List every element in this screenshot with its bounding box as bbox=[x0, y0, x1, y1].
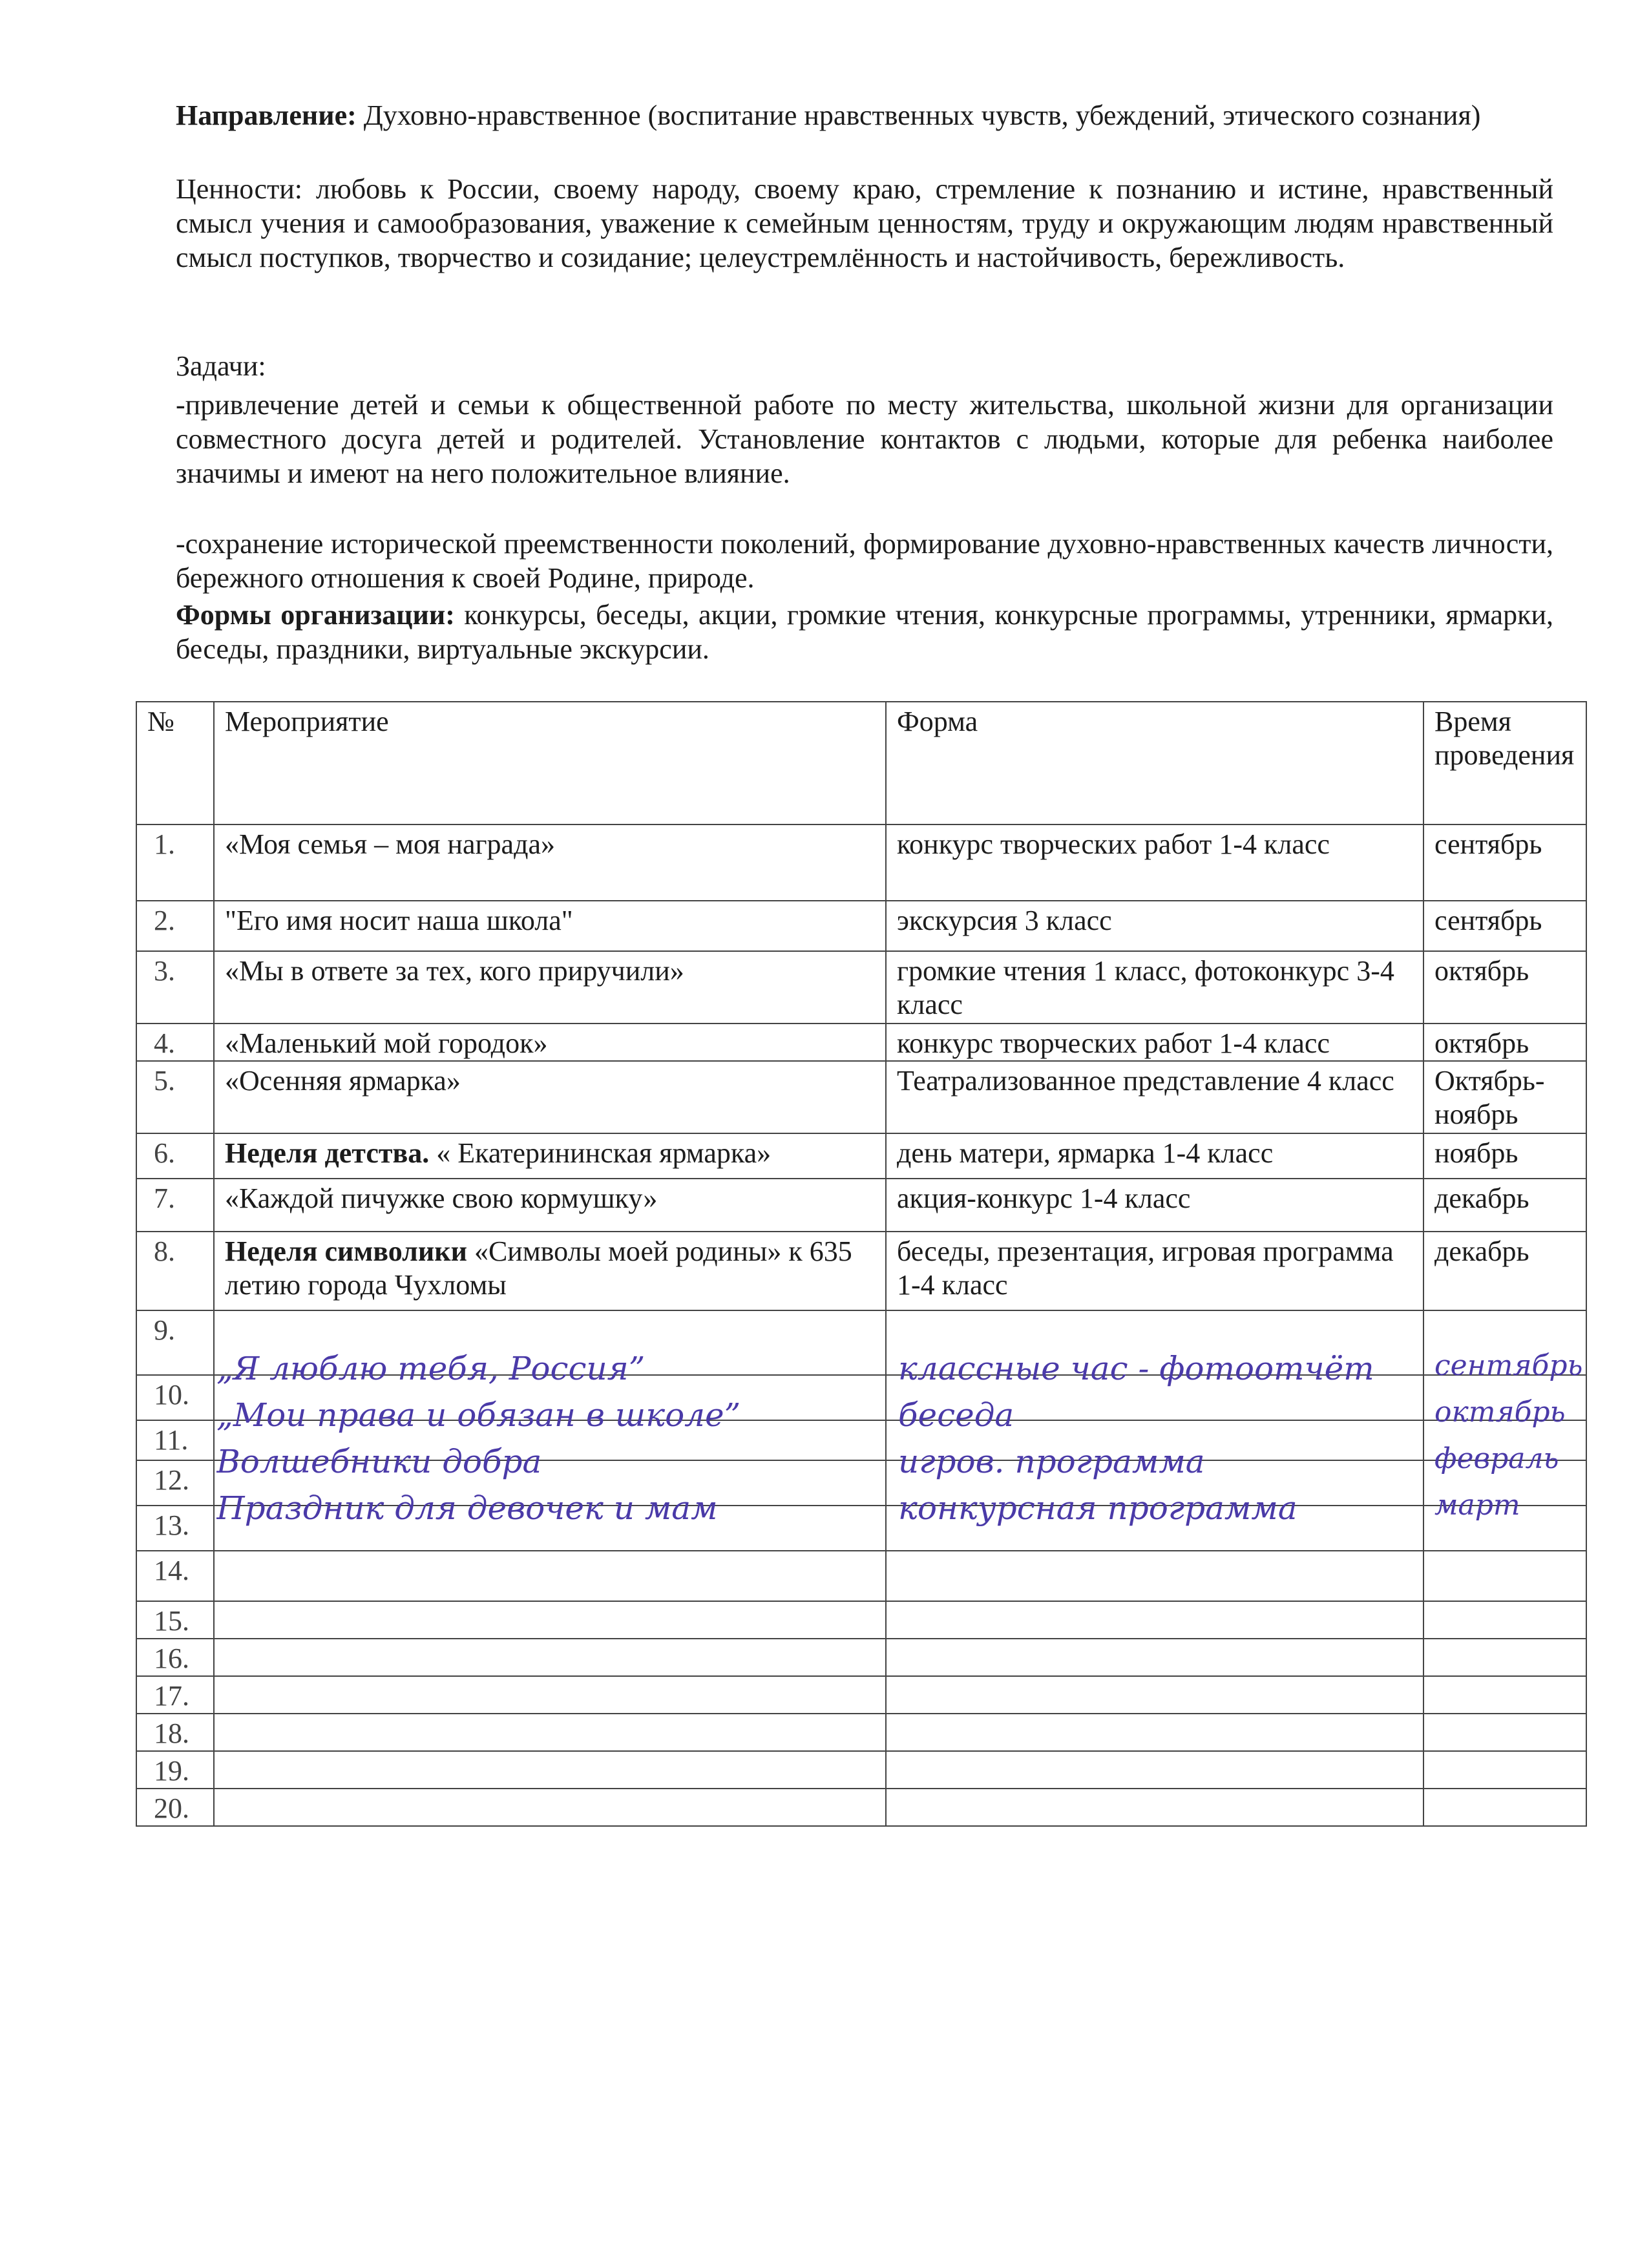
table-row bbox=[136, 951, 1586, 1024]
form-cell bbox=[886, 1601, 1423, 1639]
row-number: 20. bbox=[136, 1789, 214, 1826]
table-row bbox=[136, 824, 1586, 901]
table-body bbox=[136, 824, 1586, 1826]
event-cell bbox=[214, 1179, 886, 1232]
row-number: 15. bbox=[136, 1601, 214, 1639]
row-number: 10. bbox=[136, 1375, 214, 1420]
row-number: 12. bbox=[136, 1460, 214, 1506]
tasks-title: Задачи: bbox=[176, 350, 266, 382]
row-number: 2. bbox=[136, 901, 214, 951]
row-number: 14. bbox=[136, 1551, 214, 1601]
row-number: 1. bbox=[136, 824, 214, 901]
form-cell bbox=[886, 1789, 1423, 1826]
event-bold-title: Неделя детства. bbox=[225, 1137, 430, 1169]
handwritten-time: февраль bbox=[1434, 1442, 1559, 1475]
event-cell bbox=[214, 1024, 886, 1061]
handwritten-time: сентябрь bbox=[1434, 1349, 1583, 1382]
table-row bbox=[136, 1179, 1586, 1232]
event-cell bbox=[214, 1232, 886, 1310]
table-row bbox=[136, 1133, 1586, 1179]
form-cell: экскурсия 3 класс bbox=[886, 901, 1423, 951]
form-cell bbox=[886, 1551, 1423, 1601]
time-cell: сентябрь bbox=[1423, 824, 1586, 901]
forms-paragraph bbox=[176, 598, 1553, 666]
table-row bbox=[136, 1676, 1586, 1714]
handwritten-event: „Я люблю тебя, Россия” bbox=[216, 1350, 646, 1387]
form-cell: громкие чтения 1 класс, фотоконкурс 3-4 класс bbox=[886, 951, 1423, 1024]
event-title: « Екатерининская ярмарка» bbox=[429, 1137, 772, 1169]
handwritten-time: март bbox=[1434, 1489, 1520, 1522]
event-cell bbox=[214, 1751, 886, 1789]
table-row bbox=[136, 1601, 1586, 1639]
time-cell: октябрь bbox=[1423, 1024, 1586, 1061]
table-row bbox=[136, 901, 1586, 951]
event-cell bbox=[214, 1714, 886, 1751]
form-cell: акция-конкурс 1-4 класс bbox=[886, 1179, 1423, 1232]
form-cell bbox=[886, 1714, 1423, 1751]
row-number: 18. bbox=[136, 1714, 214, 1751]
row-number: 8. bbox=[136, 1232, 214, 1310]
form-cell bbox=[886, 1676, 1423, 1714]
event-title: «Каждой пичужке свою кормушку» bbox=[225, 1182, 658, 1214]
events-table bbox=[136, 701, 1587, 1827]
table-row bbox=[136, 1061, 1586, 1133]
table-row bbox=[136, 1714, 1586, 1751]
table-row bbox=[136, 1024, 1586, 1061]
event-cell bbox=[214, 901, 886, 951]
handwritten-event: „Мои права и обязан в школе” bbox=[216, 1396, 741, 1434]
table-row bbox=[136, 1639, 1586, 1676]
event-cell bbox=[214, 1133, 886, 1179]
time-cell bbox=[1423, 1601, 1586, 1639]
header-time: Время проведения bbox=[1423, 702, 1586, 824]
row-number: 16. bbox=[136, 1639, 214, 1676]
time-cell: декабрь bbox=[1423, 1232, 1586, 1310]
table-row bbox=[136, 1551, 1586, 1601]
event-title: "Его имя носит наша школа" bbox=[225, 905, 573, 936]
row-number: 17. bbox=[136, 1676, 214, 1714]
handwritten-event: Праздник для девочек и мам bbox=[216, 1489, 718, 1527]
table-header-row bbox=[136, 702, 1586, 824]
header-form: Форма bbox=[886, 702, 1423, 824]
handwritten-form: беседа bbox=[898, 1396, 1014, 1434]
event-title: «Осенняя ярмарка» bbox=[225, 1065, 461, 1097]
time-cell: октябрь bbox=[1423, 951, 1586, 1024]
row-number: 7. bbox=[136, 1179, 214, 1232]
task-item-2: -сохранение исторической преемственности поколений, формирование духовно-нравственных качеств личности, бережного отношения к своей Родине, природе. bbox=[176, 528, 1553, 594]
time-cell bbox=[1423, 1551, 1586, 1601]
form-cell bbox=[886, 1639, 1423, 1676]
direction-text: Духовно-нравственное (воспитание нравственных чувств, убеждений, этического сознания) bbox=[356, 100, 1481, 131]
row-number: 11. bbox=[136, 1420, 214, 1460]
event-cell bbox=[214, 1061, 886, 1133]
event-title: «Мы в ответе за тех, кого приручили» bbox=[225, 955, 684, 987]
header-num: № bbox=[136, 702, 214, 824]
event-cell bbox=[214, 1639, 886, 1676]
handwritten-time: октябрь bbox=[1434, 1396, 1566, 1429]
form-cell: день матери, ярмарка 1-4 класс bbox=[886, 1133, 1423, 1179]
row-number: 4. bbox=[136, 1024, 214, 1061]
direction-paragraph bbox=[176, 98, 1553, 132]
time-cell bbox=[1423, 1639, 1586, 1676]
form-cell: конкурс творческих работ 1-4 класс bbox=[886, 824, 1423, 901]
event-cell bbox=[214, 1676, 886, 1714]
values-paragraph: Ценности: любовь к России, своему народу, своему краю, стремление к познанию и истине, нравственный смысл учения и самообразования, уважение к семейным ценностям, труду и окружающим людям нравственный смысл поступков, творчество и созидание; целеустремлённость и настойчивость, бережливость. bbox=[176, 173, 1553, 273]
time-cell bbox=[1423, 1751, 1586, 1789]
header-event: Мероприятие bbox=[214, 702, 886, 824]
time-cell bbox=[1423, 1676, 1586, 1714]
event-cell bbox=[214, 824, 886, 901]
time-cell: Октябрь-ноябрь bbox=[1423, 1061, 1586, 1133]
time-cell: ноябрь bbox=[1423, 1133, 1586, 1179]
event-cell bbox=[214, 1601, 886, 1639]
row-number: 13. bbox=[136, 1506, 214, 1551]
event-title: «Моя семья – моя награда» bbox=[225, 828, 555, 860]
form-cell bbox=[886, 1751, 1423, 1789]
row-number: 5. bbox=[136, 1061, 214, 1133]
form-cell: конкурс творческих работ 1-4 класс bbox=[886, 1024, 1423, 1061]
table-row bbox=[136, 1789, 1586, 1826]
time-cell bbox=[1423, 1789, 1586, 1826]
time-cell: сентябрь bbox=[1423, 901, 1586, 951]
event-bold-title: Неделя символики bbox=[225, 1235, 467, 1267]
time-cell bbox=[1423, 1714, 1586, 1751]
handwritten-form: классные час - фотоотчёт bbox=[898, 1350, 1374, 1387]
event-cell bbox=[214, 1551, 886, 1601]
task-item-1: -привлечение детей и семьи к общественной работе по месту жительства, школьной жизни для организации совместного досуга детей и родителей. Установление контактов с людьми, которые для ребенка наиболее значимы и имеют на него положительное влияние. bbox=[176, 389, 1553, 489]
event-title: «Символы моей родины» к 635 летию города Чухломы bbox=[225, 1235, 852, 1301]
event-title: «Маленький мой городок» bbox=[225, 1027, 548, 1059]
event-cell bbox=[214, 1789, 886, 1826]
handwritten-event: Волшебники добра bbox=[216, 1443, 542, 1480]
row-number: 9. bbox=[136, 1310, 214, 1375]
table-row bbox=[136, 1751, 1586, 1789]
form-cell: беседы, презентация, игровая программа 1-4 класс bbox=[886, 1232, 1423, 1310]
table-row bbox=[136, 1232, 1586, 1310]
row-number: 6. bbox=[136, 1133, 214, 1179]
handwritten-form: игров. программа bbox=[898, 1443, 1205, 1480]
event-cell bbox=[214, 951, 886, 1024]
forms-label: Формы организации: bbox=[176, 599, 455, 631]
form-cell: Театрализованное представление 4 класс bbox=[886, 1061, 1423, 1133]
time-cell: декабрь bbox=[1423, 1179, 1586, 1232]
handwritten-form: конкурсная программа bbox=[898, 1489, 1297, 1527]
forms-text: конкурсы, беседы, акции, громкие чтения, конкурсные программы, утренники, ярмарки, беседы, праздники, виртуальные экскурсии. bbox=[176, 599, 1553, 665]
direction-label: Направление: bbox=[176, 100, 357, 131]
row-number: 19. bbox=[136, 1751, 214, 1789]
row-number: 3. bbox=[136, 951, 214, 1024]
